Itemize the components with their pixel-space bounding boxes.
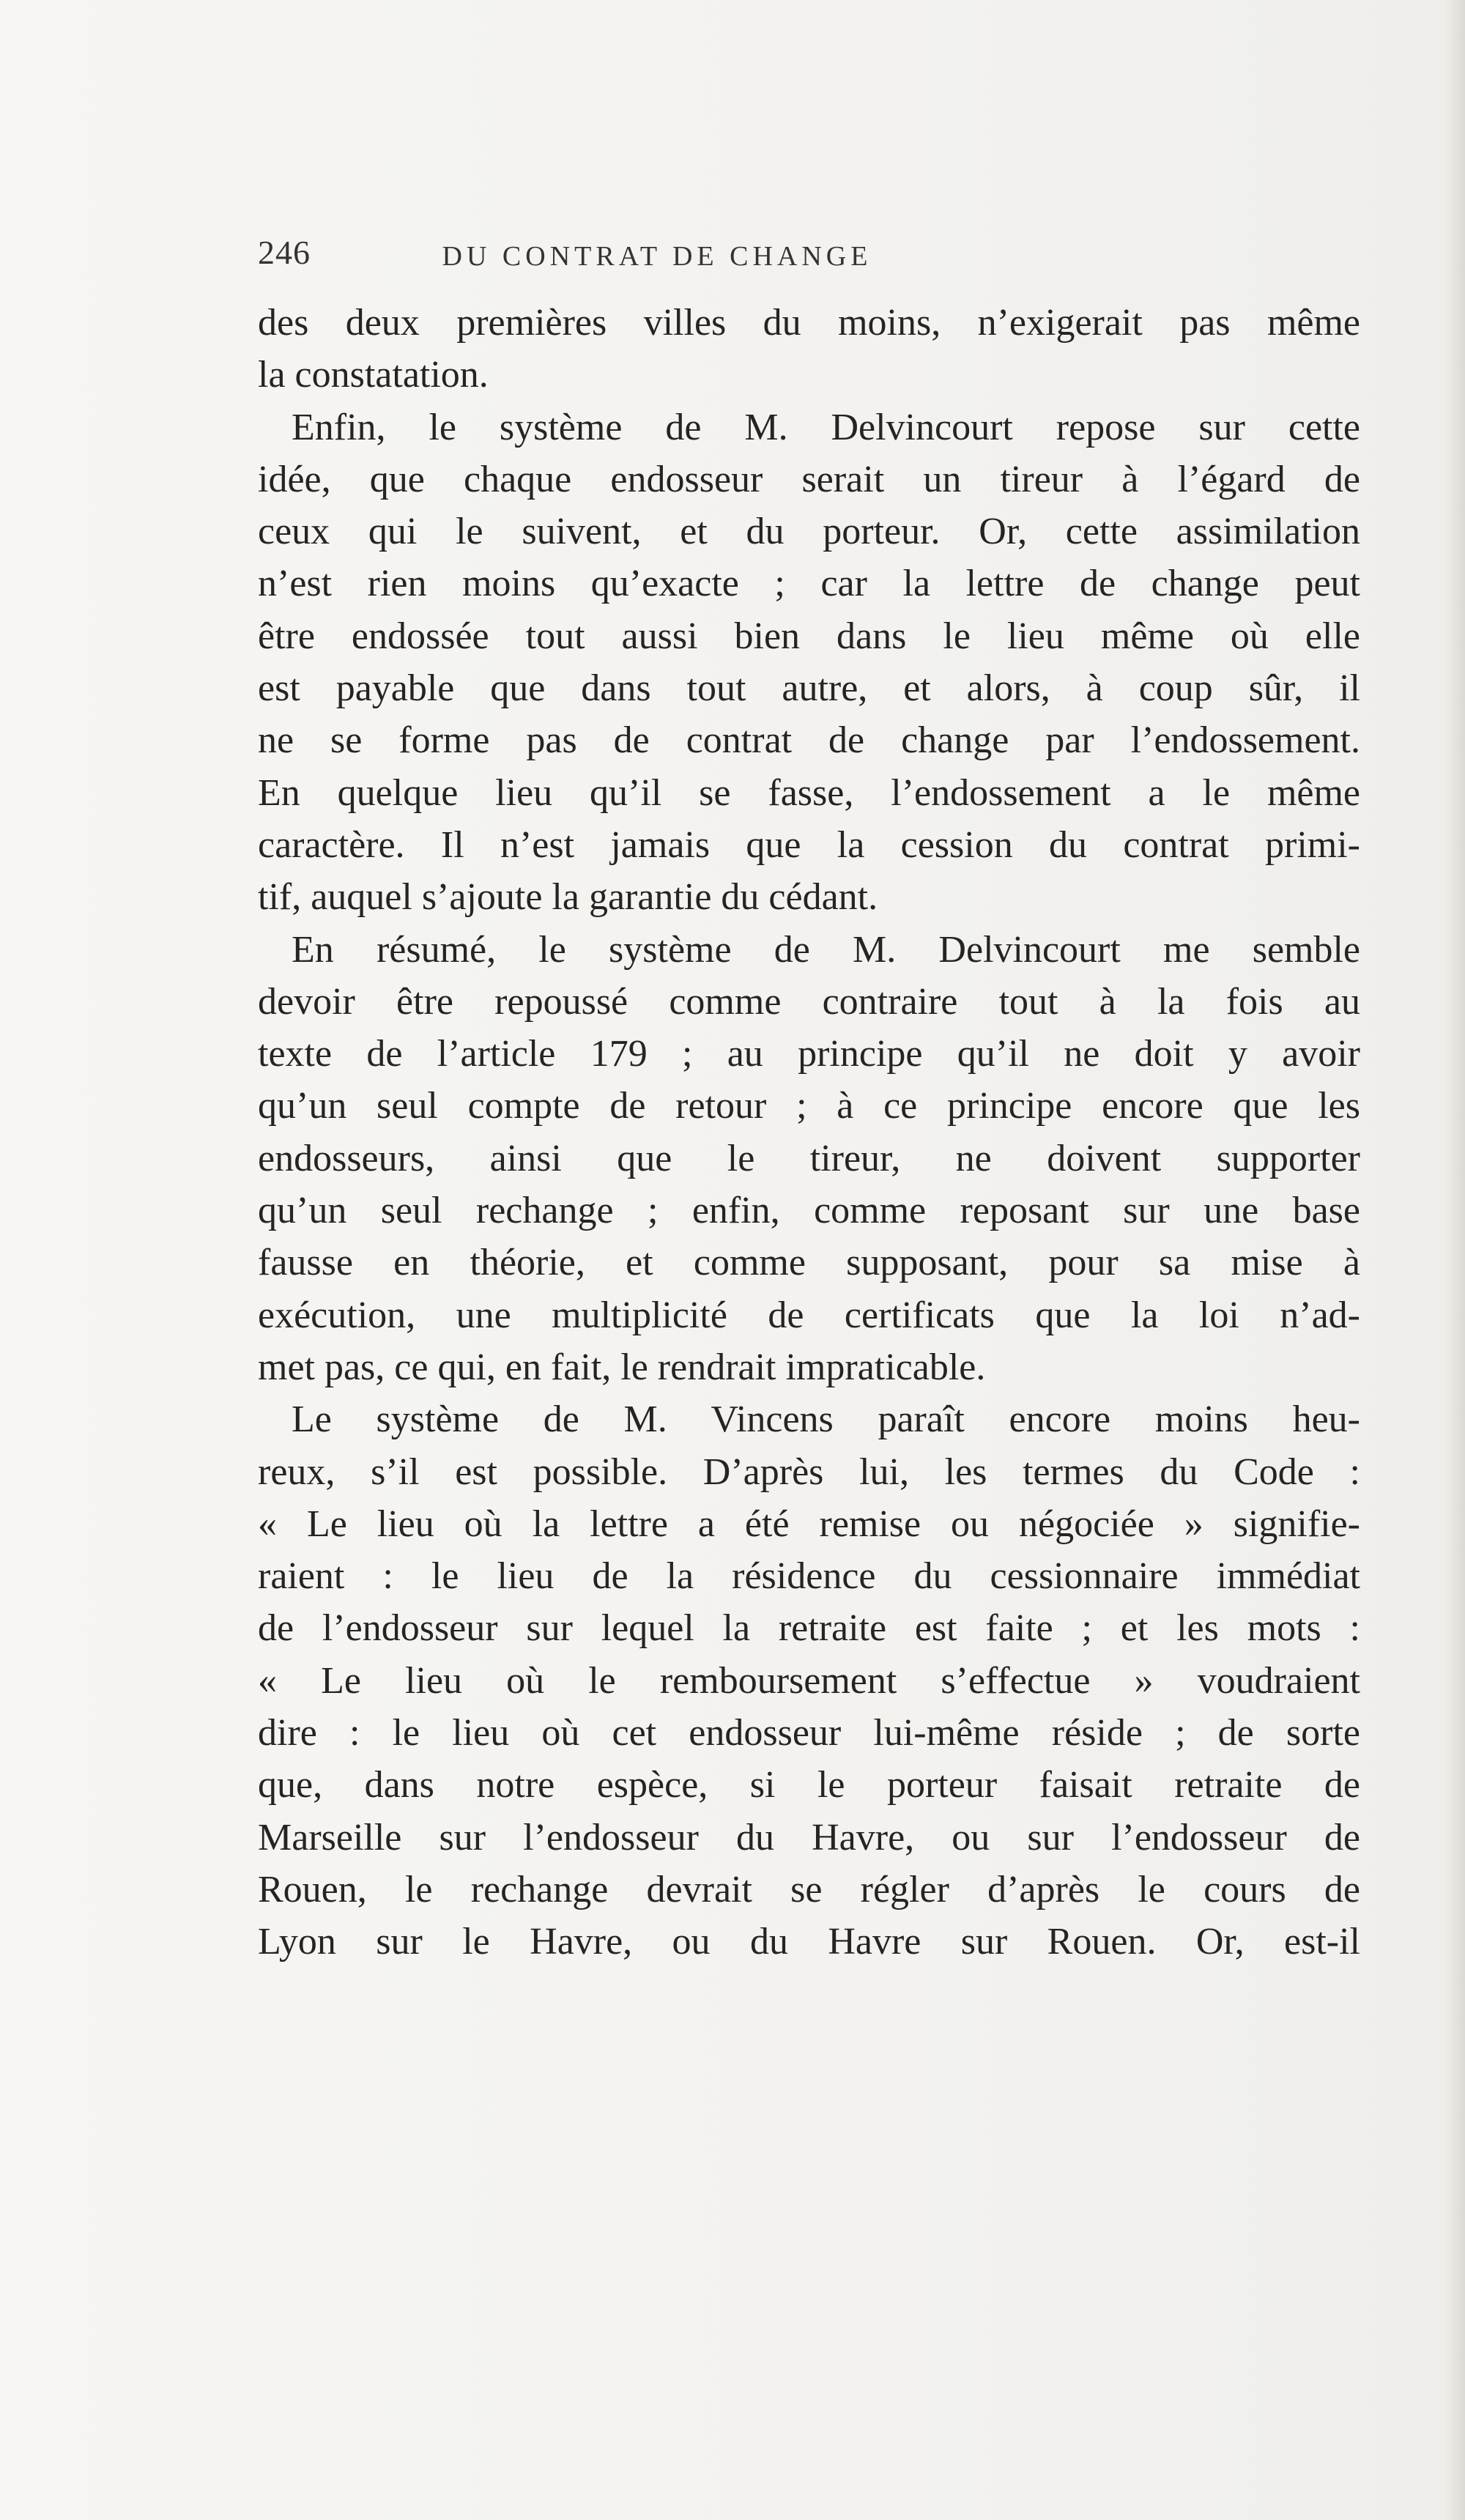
- text-line: « Le lieu où la lettre a été remise ou négociée » signifie-: [258, 1502, 1360, 1545]
- text-line: Enfin, le système de M. Delvincourt repose sur cette: [292, 406, 1360, 448]
- text-line: En résumé, le système de M. Delvincourt me semble: [292, 928, 1360, 971]
- text-line: « Le lieu où le remboursement s’effectue » voudraient: [258, 1659, 1360, 1702]
- text-line: tif, auquel s’ajoute la garantie du cédant.: [258, 876, 878, 919]
- text-line: ne se forme pas de contrat de change par l’endossement.: [258, 719, 1360, 762]
- text-line: En quelque lieu qu’il se fasse, l’endossement a le même: [258, 771, 1360, 814]
- text-line: n’est rien moins qu’exacte ; car la lettre de change peut: [258, 563, 1360, 605]
- text-line: texte de l’article 179 ; au principe qu’il ne doit y avoir: [258, 1033, 1360, 1075]
- text-line: reux, s’il est possible. D’après lui, les termes du Code :: [258, 1450, 1360, 1493]
- text-line: être endossée tout aussi bien dans le lieu même où elle: [258, 615, 1360, 657]
- text-line: exécution, une multiplicité de certificats que la loi n’ad-: [258, 1294, 1360, 1336]
- text-line: fausse en théorie, et comme supposant, pour sa mise à: [258, 1242, 1360, 1284]
- text-line: raient : le lieu de la résidence du cessionnaire immédiat: [258, 1555, 1360, 1598]
- text-line: dire : le lieu où cet endosseur lui-même réside ; de sorte: [258, 1712, 1360, 1754]
- body-text: [258, 297, 1360, 1968]
- text-line: des deux premières villes du moins, n’exigerait pas même: [258, 302, 1360, 344]
- running-head: DU CONTRAT DE CHANGE: [442, 241, 872, 272]
- text-line: caractère. Il n’est jamais que la cession du contrat primi-: [258, 823, 1360, 866]
- text-line: la constatation.: [258, 354, 489, 396]
- page-number: 246: [258, 234, 311, 271]
- text-line: idée, que chaque endosseur serait un tireur à l’égard de: [258, 458, 1360, 500]
- text-line: Le système de M. Vincens paraît encore moins heu-: [292, 1398, 1360, 1441]
- text-line: Marseille sur l’endosseur du Havre, ou sur l’endosseur de: [258, 1816, 1360, 1858]
- text-line: que, dans notre espèce, si le porteur faisait retraite de: [258, 1764, 1360, 1806]
- page-edge-shadow: [1444, 0, 1465, 2520]
- text-line: endosseurs, ainsi que le tireur, ne doivent supporter: [258, 1137, 1360, 1179]
- text-line: qu’un seul rechange ; enfin, comme reposant sur une base: [258, 1190, 1360, 1232]
- text-line: Rouen, le rechange devrait se régler d’après le cours de: [258, 1868, 1360, 1911]
- text-line: ceux qui le suivent, et du porteur. Or, cette assimilation: [258, 511, 1360, 553]
- page-header: [258, 211, 1056, 277]
- text-line: devoir être repoussé comme contraire tout à la fois au: [258, 980, 1360, 1023]
- text-line: qu’un seul compte de retour ; à ce principe encore que les: [258, 1085, 1360, 1127]
- text-line: Lyon sur le Havre, ou du Havre sur Rouen. Or, est-il: [258, 1921, 1360, 1963]
- text-line: met pas, ce qui, en fait, le rendrait impraticable.: [258, 1346, 986, 1388]
- text-line: est payable que dans tout autre, et alors, à coup sûr, il: [258, 667, 1360, 710]
- text-line: de l’endosseur sur lequel la retraite est faite ; et les mots :: [258, 1607, 1360, 1650]
